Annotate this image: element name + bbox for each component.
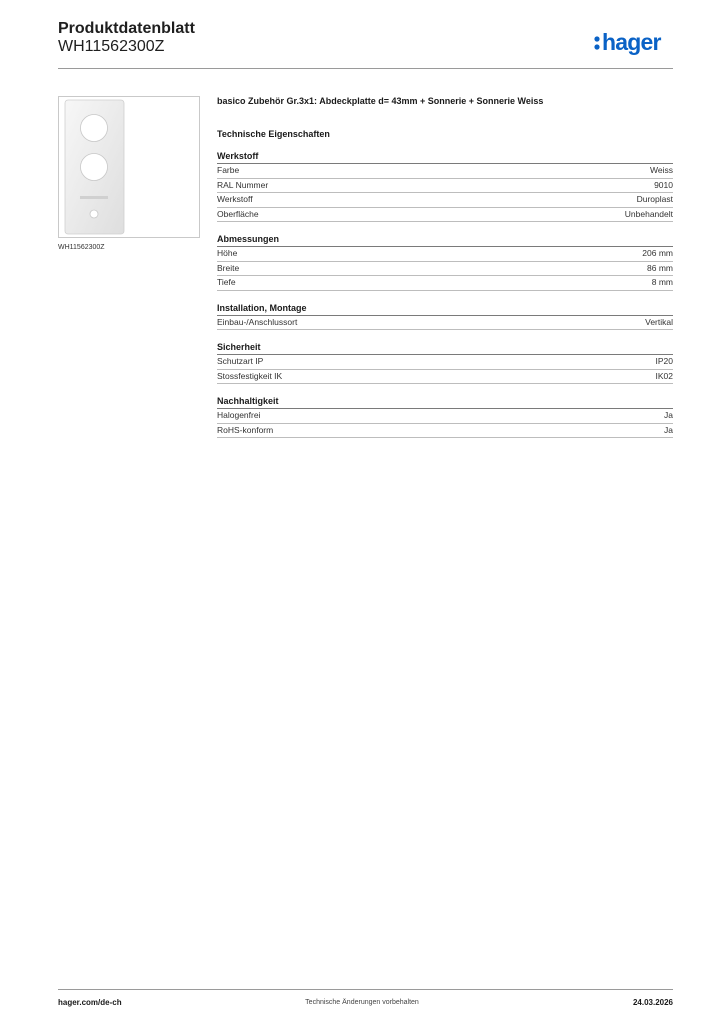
property-group <box>217 341 673 384</box>
document-title: Produktdatenblatt <box>58 20 195 37</box>
product-image-frame <box>58 96 200 238</box>
property-label: RAL Nummer <box>217 179 269 190</box>
property-row <box>217 316 673 331</box>
article-number: WH11562300Z <box>58 38 165 55</box>
footer-notice: Technische Änderungen vorbehalten <box>305 999 419 1006</box>
group-title: Werkstoff <box>217 150 673 164</box>
property-label: Breite <box>217 262 240 273</box>
properties-list <box>217 150 673 438</box>
logo-text: hager <box>602 29 661 55</box>
property-value: IK02 <box>655 370 673 381</box>
property-row <box>217 164 673 179</box>
property-label: Einbau-/Anschlussort <box>217 316 298 327</box>
property-row <box>217 179 673 194</box>
group-title: Abmessungen <box>217 233 673 247</box>
footer-website[interactable]: hager.com/de-ch <box>58 998 122 1007</box>
property-group <box>217 233 673 291</box>
hager-logo <box>593 28 673 56</box>
property-row <box>217 262 673 277</box>
property-label: Werkstoff <box>217 194 253 204</box>
property-value: Weiss <box>650 165 673 175</box>
property-value: Ja <box>664 410 673 420</box>
image-caption: WH11562300Z <box>58 244 105 251</box>
footer-divider <box>58 989 673 990</box>
header-divider <box>58 68 673 69</box>
property-row <box>217 193 673 208</box>
property-group <box>217 302 673 331</box>
property-row <box>217 424 673 439</box>
product-title: basico Zubehör Gr.3x1: Abdeckplatte d= 43mm + Sonnerie + Sonnerie Weiss <box>217 96 544 106</box>
section-title: Technische Eigenschaften <box>217 129 330 139</box>
group-title: Sicherheit <box>217 341 673 355</box>
property-label: Farbe <box>217 165 240 175</box>
property-row <box>217 355 673 370</box>
product-details <box>217 96 673 438</box>
property-label: Stossfestigkeit IK <box>217 370 283 381</box>
property-value: 86 mm <box>647 262 673 273</box>
property-label: Oberfläche <box>217 208 259 219</box>
property-row <box>217 370 673 385</box>
cover-plate-icon <box>59 97 199 237</box>
property-value: 8 mm <box>651 277 673 287</box>
property-row <box>217 409 673 424</box>
property-label: Tiefe <box>217 277 236 287</box>
property-value: 9010 <box>654 179 673 190</box>
property-label: Schutzart IP <box>217 356 264 366</box>
property-group <box>217 395 673 438</box>
property-value: 206 mm <box>642 248 673 258</box>
property-row <box>217 208 673 223</box>
property-group <box>217 150 673 222</box>
property-value: Ja <box>664 424 673 435</box>
property-value: Duroplast <box>636 194 673 204</box>
footer-date: 24.03.2026 <box>632 998 673 1007</box>
property-label: RoHS-konform <box>217 424 274 435</box>
property-label: Halogenfrei <box>217 410 261 420</box>
property-value: Vertikal <box>645 316 673 327</box>
property-value: Unbehandelt <box>624 208 673 219</box>
group-title: Nachhaltigkeit <box>217 395 673 409</box>
property-row <box>217 247 673 262</box>
property-row <box>217 276 673 291</box>
group-title: Installation, Montage <box>217 302 673 316</box>
property-label: Höhe <box>217 248 238 258</box>
property-value: IP20 <box>655 356 673 366</box>
